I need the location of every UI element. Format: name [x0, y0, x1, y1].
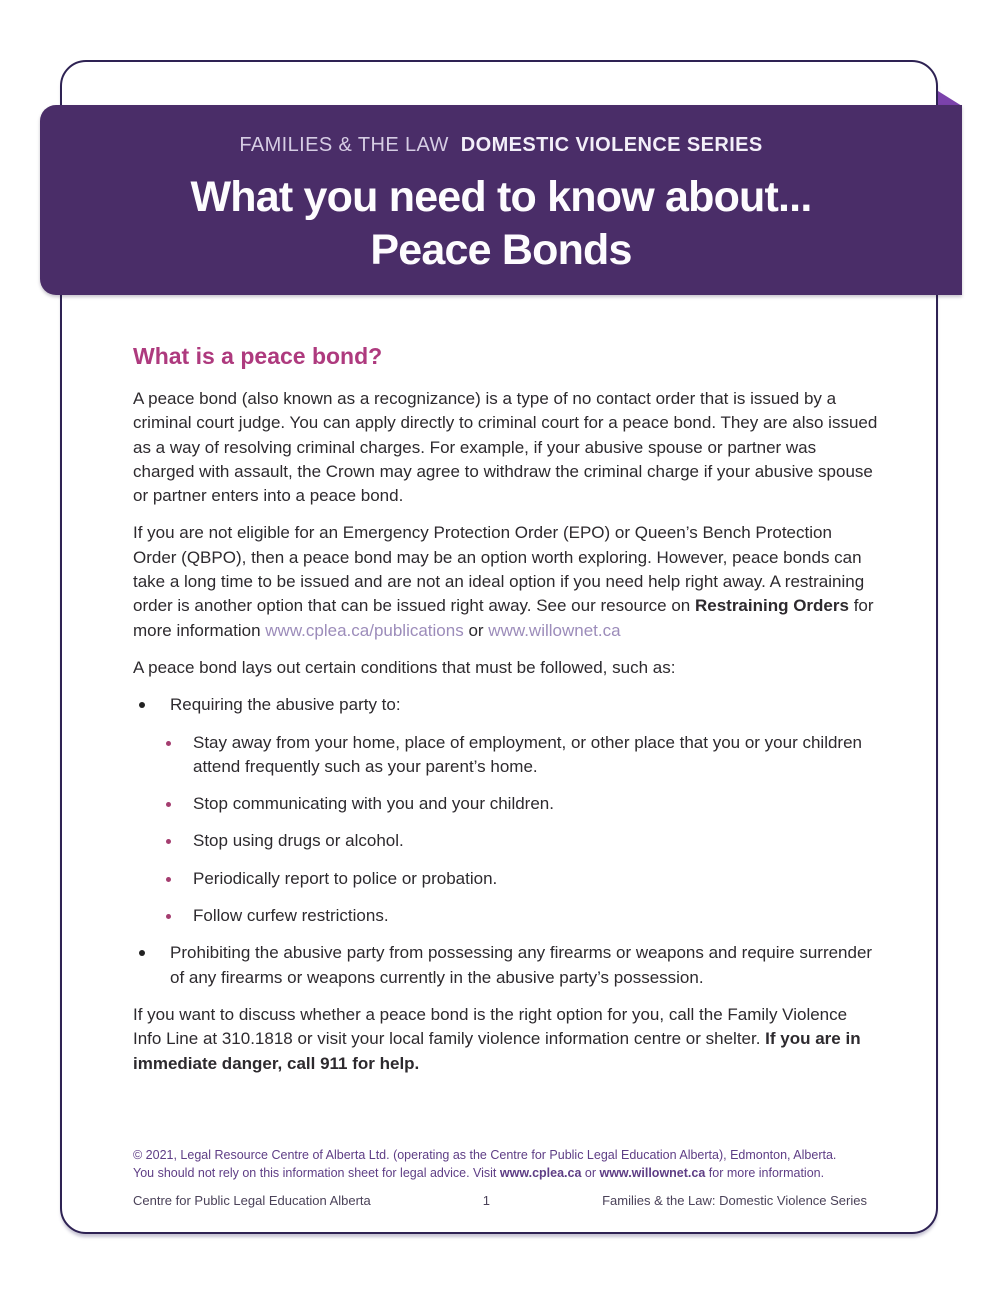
restraining-orders-bold: Restraining Orders [694, 596, 849, 616]
sub-list-item-stop-communicating [166, 792, 878, 816]
paragraph-help-text: If you want to discuss whether a peace bond is the right option for you, call the Family Violence Info Line at 310.1818 or visit your local family violence information centre or shelter. [133, 1004, 848, 1049]
paragraph-eligibility-text2: for more information [133, 596, 874, 640]
list-item-text: Prohibiting the abusive party from possessing any firearms or weapons and require surrender of any firearms or weapons currently in the abusive party’s possession. [170, 943, 873, 987]
paragraph-intro: A peace bond (also known as a recognizance) is a type of no contact order that is issued by a criminal court judge. You can apply directly to criminal court for a peace bond. They are also issued as a way of resolving criminal charges. For example, if your abusive spouse or partner was charged with assault, the Crown may agree to withdraw the criminal charge if your abusive spouse or partner enters into a peace bond. [133, 389, 878, 506]
sub-bullet-icon [166, 877, 171, 882]
paragraph-help [133, 1003, 878, 1076]
bullet-icon [139, 950, 145, 956]
document-title-line2: Peace Bonds [370, 226, 632, 274]
list-item-requiring [133, 693, 878, 717]
header-banner [40, 105, 962, 295]
sub-list-item-text: Stay away from your home, place of employment, or other place that you or your children attend frequently such as your parent’s home. [193, 732, 862, 776]
cplea-url-bold: www.cplea.ca [499, 1166, 582, 1180]
copyright-notice [133, 1146, 923, 1182]
sub-bullet-icon [166, 914, 171, 919]
banner-fold-triangle [938, 91, 962, 106]
copyright-line2-text3: for more information. [705, 1166, 825, 1180]
sub-bullet-icon [166, 839, 171, 844]
paragraph-eligibility-text1: If you are not eligible for an Emergency Protection Order (EPO) or Queen’s Bench Protection Order (QBPO), then a peace bond may be an option worth exploring. However, peace bonds can take a long time to be issued and are not an ideal option if you need help right away. A restraining order is another option that can be issued right away. See our resource on [133, 523, 865, 616]
paragraph-conditions-lead: A peace bond lays out certain conditions that must be followed, such as: [133, 657, 676, 677]
bullet-icon [139, 702, 145, 708]
sub-list-item-stay-away [166, 731, 878, 780]
list-item-text: Requiring the abusive party to: [170, 695, 401, 715]
sub-list-item-text: Follow curfew restrictions. [193, 906, 389, 926]
sub-list-item-curfew [166, 904, 878, 928]
copyright-line2-text1: You should not rely on this information sheet for legal advice. Visit [133, 1166, 500, 1180]
list-item-prohibiting [133, 941, 878, 990]
paragraph-eligibility-text3: or [463, 620, 489, 640]
copyright-line2-text2: or [581, 1166, 600, 1180]
sub-list-item-report-police [166, 867, 878, 891]
footer-series-title: Families & the Law: Domestic Violence Series [602, 1193, 867, 1208]
cplea-publications-link[interactable]: www.cplea.ca/publications [265, 620, 464, 640]
section-heading: What is a peace bond? [133, 343, 383, 369]
copyright-line2 [133, 1164, 923, 1182]
sub-list-item-stop-drugs [166, 829, 878, 853]
copyright-line1: © 2021, Legal Resource Centre of Alberta Ltd. (operating as the Centre for Public Legal Education Alberta), Edmonton, Alberta. [133, 1148, 837, 1162]
sub-list-item-text: Stop communicating with you and your children. [193, 794, 554, 814]
sub-bullet-icon [166, 802, 171, 807]
document-title [40, 171, 962, 277]
list-spacer [133, 990, 878, 1003]
willownet-link[interactable]: www.willownet.ca [488, 620, 621, 640]
series-label-bold: DOMESTIC VIOLENCE SERIES [460, 134, 763, 156]
immediate-danger-bold: If you are in immediate danger, call 911 for help. [133, 1029, 861, 1073]
sub-list-item-text: Stop using drugs or alcohol. [193, 831, 404, 851]
series-label-regular: FAMILIES & THE LAW [239, 134, 449, 156]
document-title-line1: What you need to know about... [190, 173, 812, 221]
footer-page-number: 1 [482, 1193, 491, 1208]
sub-list-item-text: Periodically report to police or probation. [193, 868, 498, 888]
footer-organization: Centre for Public Legal Education Alberta [133, 1193, 371, 1208]
sub-bullet-icon [166, 741, 171, 746]
page-footer [133, 1193, 867, 1208]
series-label [40, 105, 962, 157]
article-body [133, 342, 878, 1089]
willownet-url-bold: www.willownet.ca [599, 1166, 706, 1180]
paragraph-eligibility [133, 521, 878, 642]
